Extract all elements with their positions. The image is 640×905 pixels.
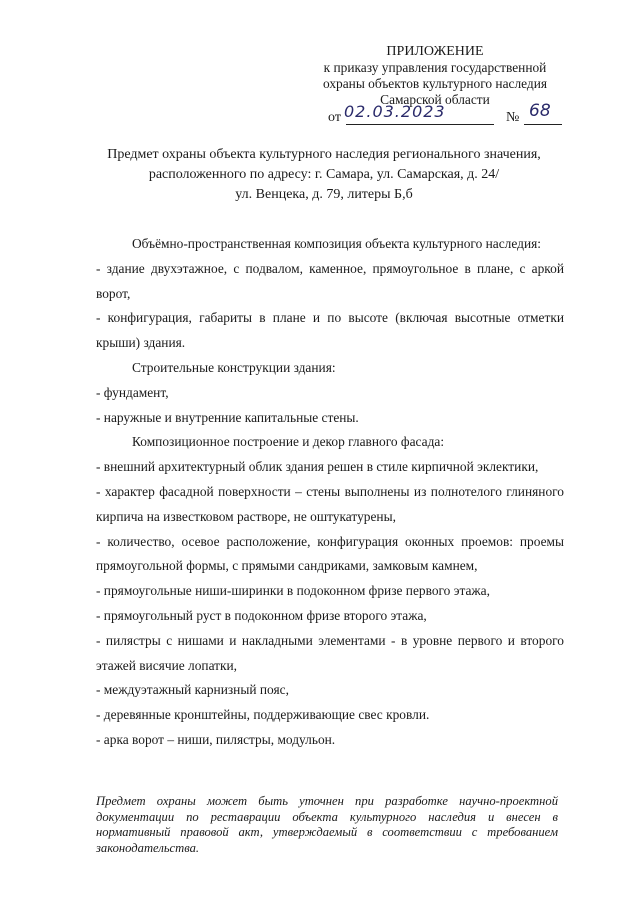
section-heading: Строительные конструкции здания:: [132, 359, 336, 375]
document-title: [100, 145, 548, 205]
annex-heading: ПРИЛОЖЕНИЕ: [386, 44, 484, 59]
annex-line: охраны объектов культурного наследия: [322, 76, 548, 91]
handwritten-number: 68: [529, 101, 551, 121]
annex-line: к приказу управления государственной: [323, 60, 547, 75]
list-item: - фундамент,: [96, 384, 169, 400]
list-item: - характер фасадной поверхности – стены выполнены из полнотелого глиняного кирпича на известковом растворе, не оштукатурены,: [96, 483, 564, 524]
annex-date-row: [328, 101, 568, 130]
list-item: - количество, осевое расположение, конфигурация оконных проемов: проемы прямоугольной формы, с прямыми сандриками, замковым камнем,: [96, 533, 564, 574]
list-item: - деревянные кронштейны, поддерживающие свес кровли.: [96, 707, 430, 723]
list-item: - арка ворот – ниши, пилястры, модульон.: [96, 731, 336, 747]
section-heading: Объёмно-пространственная композиция объекта культурного наследия:: [132, 236, 541, 251]
list-item: - прямоугольные ниши-ширинки в подоконном фризе первого этажа,: [96, 583, 490, 599]
list-item: - междуэтажный карнизный пояс,: [96, 682, 289, 698]
list-item: - конфигурация, габариты в плане и по высоте (включая высотные отметки крыши) здания.: [96, 310, 564, 351]
number-underline: [524, 124, 562, 125]
title-line: Предмет охраны объекта культурного наследия регионального значения,: [107, 147, 541, 162]
handwritten-date: 02.03.2023: [344, 102, 446, 121]
list-item: - внешний архитектурный облик здания решен в стиле кирпичной эклектики,: [96, 459, 539, 475]
document-body: [96, 232, 564, 753]
annex-block: [300, 44, 570, 108]
date-underline: [346, 124, 494, 125]
title-line: ул. Венцека, д. 79, литеры Б,б: [235, 187, 413, 202]
number-label: №: [506, 110, 520, 125]
footnote: Предмет охраны может быть уточнен при разработке научно-проектной документации по реставрации объекта культурного наследия и внесен в нормативный правовой акт, утверждаемый в соответствии с требованием законодательства.: [96, 794, 558, 855]
section-heading: Композиционное построение и декор главного фасада:: [132, 434, 445, 450]
list-item: - пилястры с нишами и накладными элементами - в уровне первого и второго этажей висячие лопатки,: [96, 632, 564, 673]
annex-line: Самарской области: [380, 92, 490, 107]
list-item: - прямоугольный руст в подоконном фризе второго этажа,: [96, 607, 427, 623]
title-line: расположенного по адресу: г. Самара, ул. Самарская, д. 24/: [148, 167, 500, 182]
list-item: - здание двухэтажное, с подвалом, каменное, прямоугольное в плане, с аркой ворот,: [96, 260, 564, 301]
list-item: - наружные и внутренние капитальные стены.: [96, 409, 359, 425]
date-label: от: [328, 110, 341, 125]
